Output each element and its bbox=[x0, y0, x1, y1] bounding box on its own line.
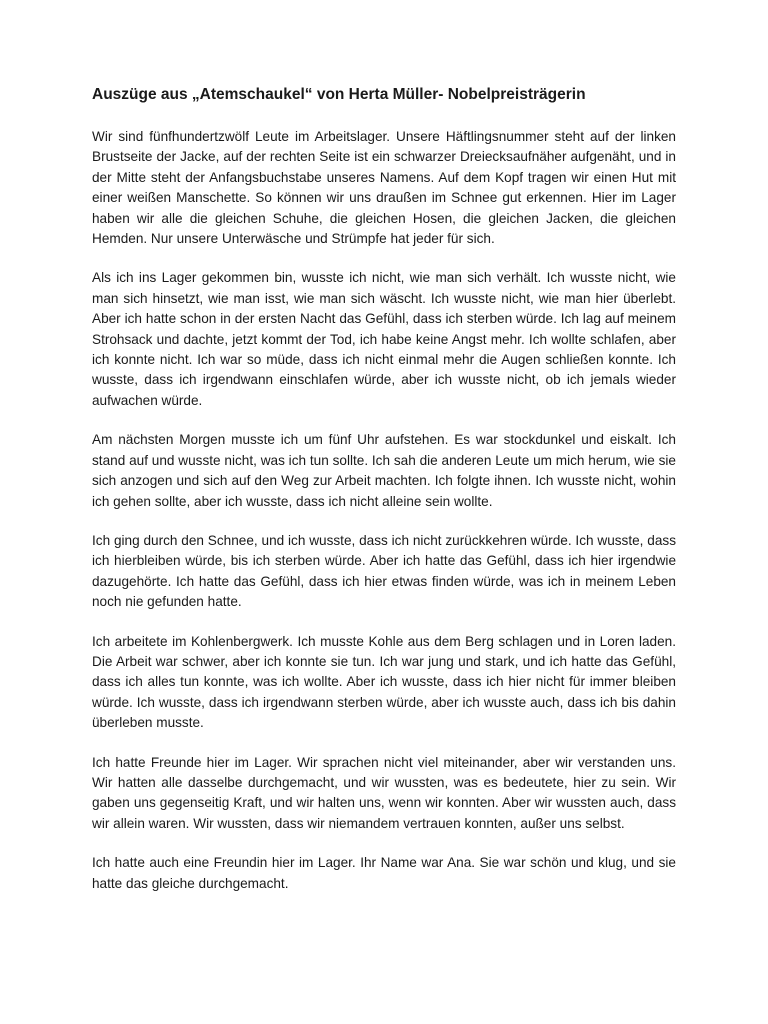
document-page bbox=[92, 85, 676, 913]
paragraph-7: Ich hatte auch eine Freundin hier im Lager. Ihr Name war Ana. Sie war schön und klug, und sie hatte das gleiche durchgemacht. bbox=[92, 855, 676, 891]
paragraph-1: Wir sind fünfhundertzwölf Leute im Arbeitslager. Unsere Häftlingsnummer steht auf der linken Brustseite der Jacke, auf der rechten Seite ist ein schwarzer Dreiecksaufnäher aufgenäht, und in der Mitte steht der Anfangsbuchstabe unseres Namens. Auf dem Kopf tragen wir einen Hut mit einer weißen Manschette. So können wir uns draußen im Schnee gut erkennen. Hier im Lager haben wir alle die gleichen Schuhe, die gleichen Hosen, die gleichen Jacken, die gleichen Hemden. Nur unsere Unterwäsche und Strümpfe hat jeder für sich. bbox=[92, 129, 676, 247]
document-title: Auszüge aus „Atemschaukel“ von Herta Müller- Nobelpreisträgerin bbox=[92, 86, 586, 103]
paragraph-2: Als ich ins Lager gekommen bin, wusste ich nicht, wie man sich verhält. Ich wusste nicht, wie man sich hinsetzt, wie man isst, wie man sich wäscht. Ich wusste nicht, wie man hier überlebt. Aber ich hatte schon in der ersten Nacht das Gefühl, dass ich sterben würde. Ich lag auf meinem Strohsack und dachte, jetzt kommt der Tod, ich habe keine Angst mehr. Ich wollte schlafen, aber ich konnte nicht. Ich war so müde, dass ich nicht einmal mehr die Augen schließen konnte. Ich wusste, dass ich irgendwann einschlafen würde, aber ich wusste nicht, ob ich jemals wieder aufwachen würde. bbox=[92, 270, 676, 408]
paragraph-3: Am nächsten Morgen musste ich um fünf Uhr aufstehen. Es war stockdunkel und eiskalt. Ich stand auf und wusste nicht, was ich tun sollte. Ich sah die anderen Leute um mich herum, wie sie sich anzogen und sich auf den Weg zur Arbeit machten. Ich folgte ihnen. Ich wusste nicht, wohin ich gehen sollte, aber ich wusste, dass ich nicht alleine sein wollte. bbox=[92, 432, 676, 509]
paragraph-6: Ich hatte Freunde hier im Lager. Wir sprachen nicht viel miteinander, aber wir verstanden uns. Wir hatten alle dasselbe durchgemacht, und wir wussten, was es bedeutete, hier zu sein. Wir gaben uns gegenseitig Kraft, und wir halten uns, wenn wir konnten. Aber wir wussten auch, dass wir allein waren. Wir wussten, dass wir niemandem vertrauen konnten, außer uns selbst. bbox=[92, 754, 676, 831]
paragraph-5: Ich arbeitete im Kohlenbergwerk. Ich musste Kohle aus dem Berg schlagen und in Loren laden. Die Arbeit war schwer, aber ich konnte sie tun. Ich war jung und stark, und ich hatte das Gefühl, dass ich alles tun konnte, was ich wollte. Aber ich wusste, dass ich hier nicht für immer bleiben würde. Ich wusste, dass ich irgendwann sterben würde, aber ich wusste auch, dass ich bis dahin überleben musste. bbox=[92, 633, 676, 731]
paragraph-4: Ich ging durch den Schnee, und ich wusste, dass ich nicht zurückkehren würde. Ich wusste, dass ich hierbleiben würde, bis ich sterben würde. Aber ich hatte das Gefühl, dass ich hier irgendwie dazugehörte. Ich hatte das Gefühl, dass ich hier etwas finden würde, was ich in meinem Leben noch nie gefunden hatte. bbox=[92, 532, 676, 610]
